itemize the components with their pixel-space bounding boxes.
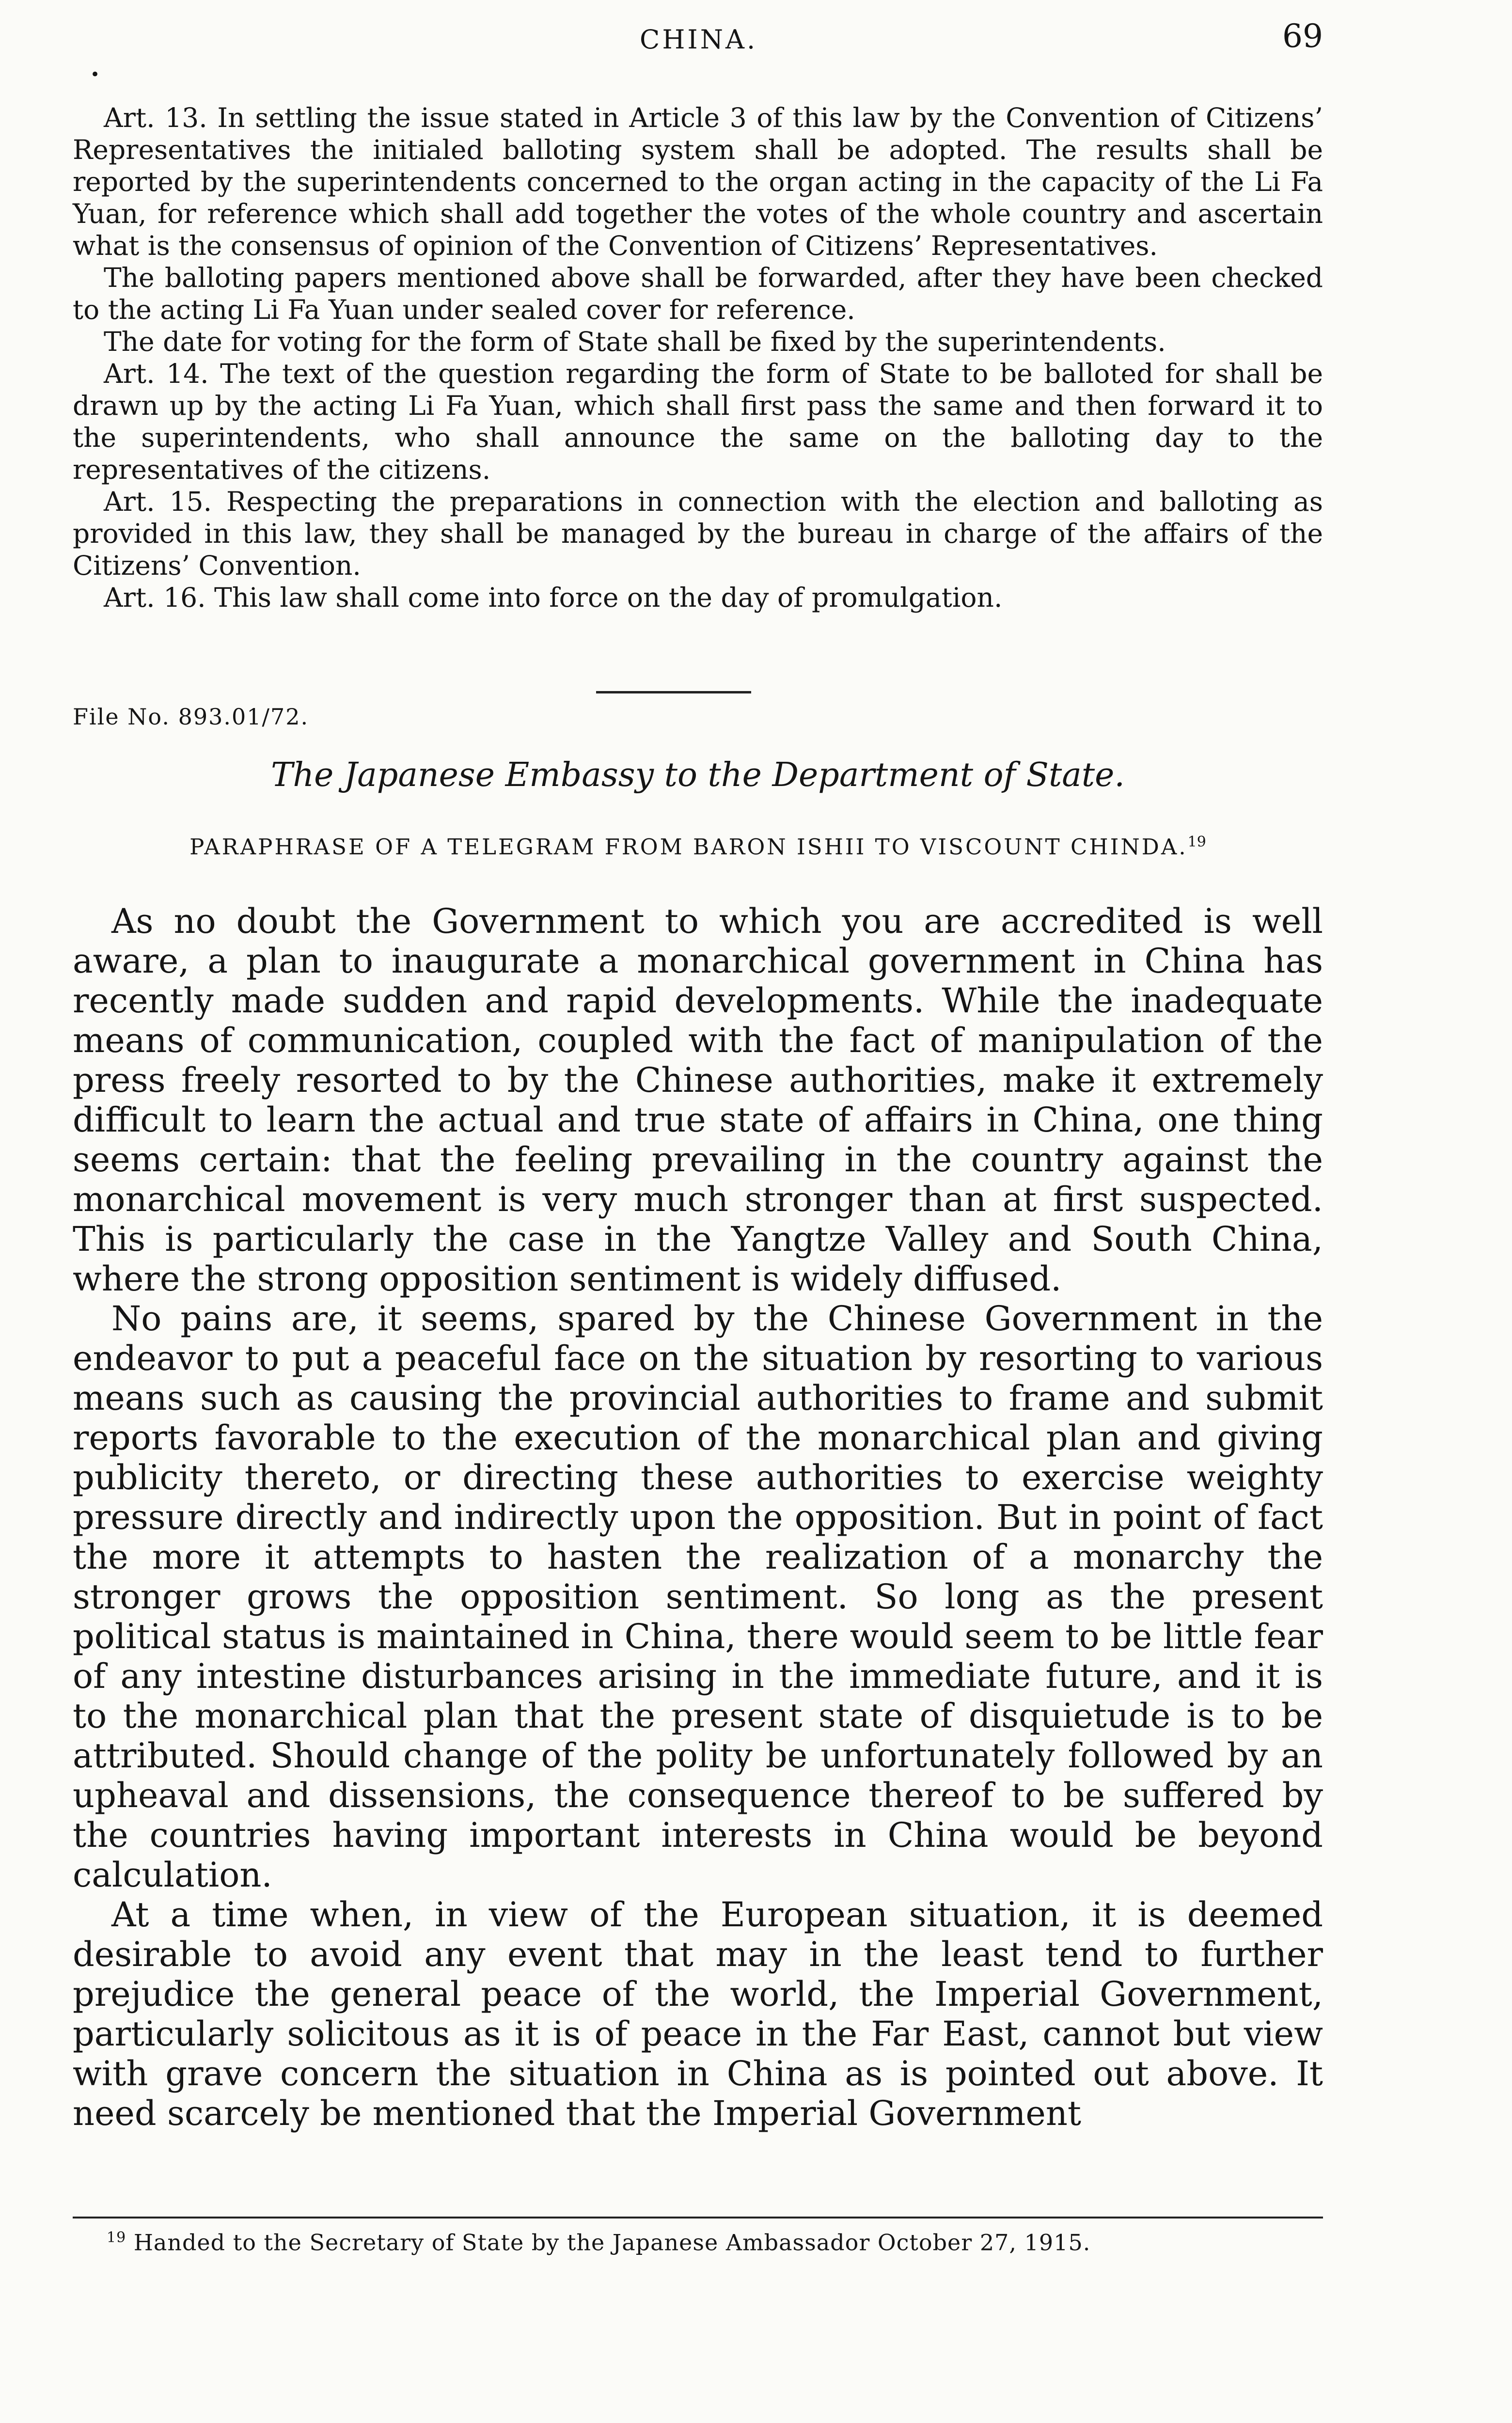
article-14-paragraph: Art. 14. The text of the question regarding the form of State to be balloted for shall be drawn up by the acting Li Fa Yuan, which shall first pass the same and then forward it to the superintendents, who shall announce the same on the balloting day to the representatives of the citizens. xyxy=(73,358,1323,485)
balloting-papers-paragraph: The balloting papers mentioned above shall be forwarded, after they have been checked to the acting Li Fa Yuan under sealed cover for reference. xyxy=(73,262,1323,325)
footnote-divider xyxy=(73,2217,1323,2218)
article-15-paragraph: Art. 15. Respecting the preparations in connection with the election and balloting as provided in this law, they shall be managed by the bureau in charge of the affairs of the Citizens’ Convention. xyxy=(73,486,1323,581)
telegram-paragraph: As no doubt the Government to which you are accredited is well aware, a plan to inaugurate a monarchical government in China has recently made sudden and rapid developments. While the inadequate means of communication, coupled with the fact of manipulation of the press freely resorted to by the Chinese authorities, make it extremely difficult to learn the actual and true state of affairs in China, one thing seems certain: that the feeling prevailing in the country against the monarchical movement is very much stronger than at first suspected. This is particularly the case in the Yangtze Valley and South China, where the strong opposition sentiment is widely diffused. xyxy=(73,901,1323,1299)
file-number: File No. 893.01/72. xyxy=(73,704,309,730)
footnote-text: Handed to the Secretary of State by the Japanese Ambassador October 27, 1915. xyxy=(133,2229,1091,2256)
margin-dot: • xyxy=(90,65,100,84)
telegram-subheading-text: PARAPHRASE OF A TELEGRAM FROM BARON ISHII TO VISCOUNT CHINDA. xyxy=(189,834,1188,860)
article-16-paragraph: Art. 16. This law shall come into force on the day of promulgation. xyxy=(104,582,1003,613)
telegram-paragraph: No pains are, it seems, spared by the Chinese Government in the endeavor to put a peaceful face on the situation by resorting to various means such as causing the provincial authorities to frame and submit reports favorable to the execution of the monarchical plan and giving publicity thereto, or directing these authorities to exercise weighty pressure directly and indirectly upon the opposition. But in point of fact the more it attempts to hasten the realization of a monarchy the stronger grows the opposition sentiment. So long as the present political status is maintained in China, there would seem to be little fear of any intestine disturbances arising in the immediate future, and it is to the monarchical plan that the present state of disquietude is to be attributed. Should change of the polity be unfortunately followed by an upheaval and dissensions, the consequence thereof to be suffered by the countries having important interests in China would be beyond calculation. xyxy=(73,1299,1323,1895)
document-heading: The Japanese Embassy to the Department of State. xyxy=(270,756,1125,794)
article-13-paragraph: Art. 13. In settling the issue stated in Article 3 of this law by the Convention of Citizens’ Representatives the initialed balloting system shall be adopted. The results shall be reported by the superintendents concerned to the organ acting in the capacity of the Li Fa Yuan, for reference which shall add together the votes of the whole country and ascertain what is the consensus of opinion of the Convention of Citizens’ Representatives. xyxy=(73,102,1323,261)
telegram-paragraph: At a time when, in view of the European situation, it is deemed desirable to avoid any event that may in the least tend to further prejudice the general peace of the world, the Imperial Government, particularly solicitous as it is of peace in the Far East, cannot but view with grave concern the situation in China as is pointed out above. It need scarcely be mentioned that the Imperial Government xyxy=(73,1895,1323,2133)
telegram-subheading xyxy=(73,834,1323,860)
telegram-body xyxy=(73,901,1323,2133)
voting-date-paragraph: The date for voting for the form of State shall be fixed by the superintendents. xyxy=(104,326,1166,357)
running-title: CHINA. xyxy=(640,24,758,55)
footnote-number: 19 xyxy=(107,2229,126,2246)
document-page xyxy=(73,0,1323,2423)
footnote-reference: 19 xyxy=(1187,834,1206,850)
section-divider xyxy=(596,691,751,693)
page-number: 69 xyxy=(1282,17,1323,55)
law-articles-section xyxy=(73,102,1323,614)
footnote xyxy=(107,2229,1318,2255)
running-header xyxy=(73,15,1323,58)
